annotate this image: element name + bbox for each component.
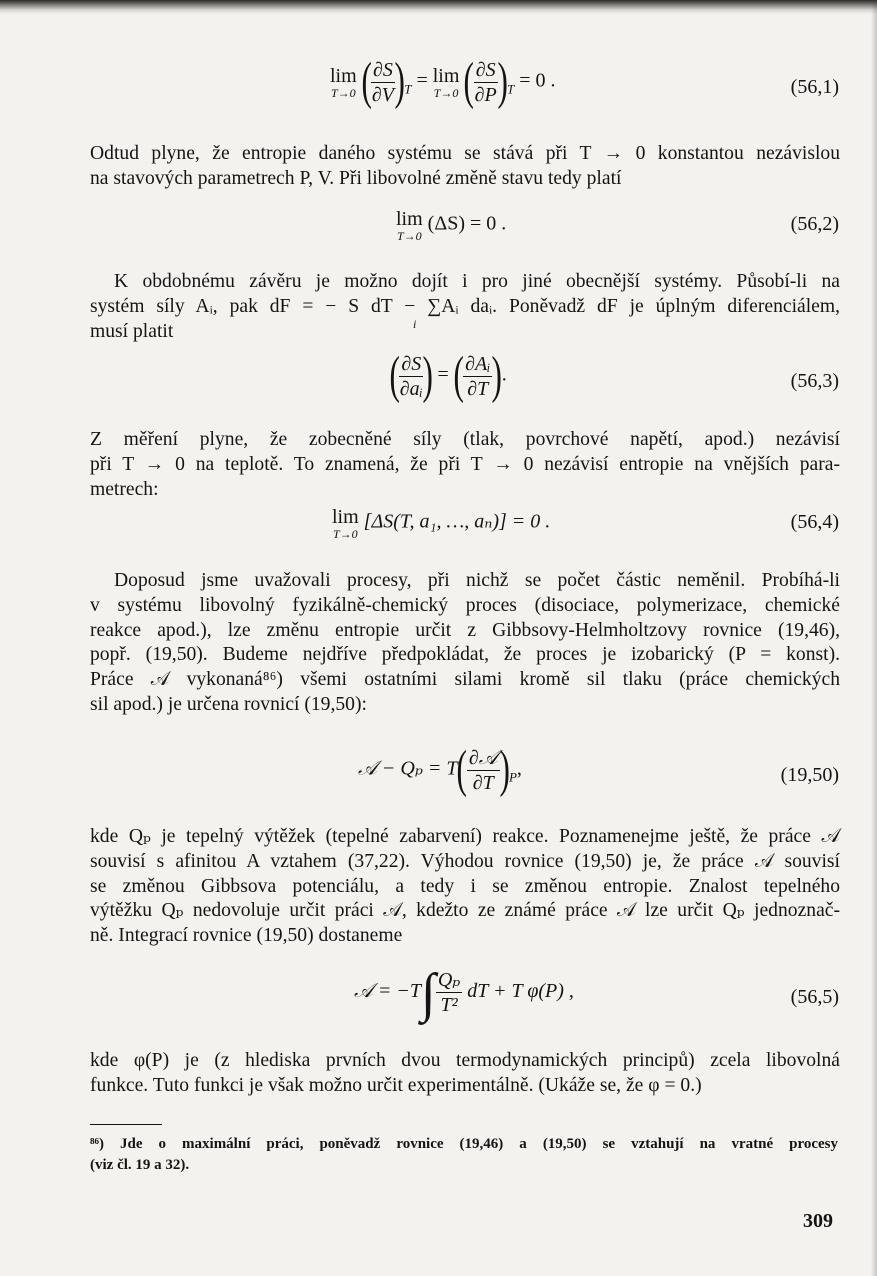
fraction: $\frac{\text{∂Aᵢ}}{\partial T}$ bbox=[465, 352, 491, 400]
limit-operator: lim T→0 bbox=[332, 506, 359, 541]
equation-number: (56,5) bbox=[790, 986, 839, 1008]
limit-operator: lim T→0 bbox=[432, 65, 460, 100]
limit-operator: lim T→0 bbox=[396, 208, 423, 243]
footnote-rule bbox=[90, 1124, 162, 1125]
integral-sign: ∫ bbox=[421, 962, 436, 1023]
fraction: $\frac{\text{Qₚ}}{\text{T²}}$ bbox=[437, 969, 461, 1016]
footnote: ⁸⁶) Jde o maximální práci, poněvadž rovnice (19,46) a (19,50) se vztahují na vratné procesy (viz čl. 19 a 32). bbox=[90, 1136, 838, 1173]
fraction: $\frac{\text{∂𝒜}}{\partial T}$ bbox=[468, 746, 498, 794]
scan-right-edge bbox=[871, 0, 877, 1276]
equation-19-50: 𝒜 − Qₚ = T( $\frac{\text{∂𝒜}}{\partial T}$ )$_P$, bbox=[358, 741, 522, 798]
paragraph: kde Qₚ je tepelný výtěžek (tepelné zabarvení) reakce. Poznamenejme ještě, že práce 𝒜 souvisí s afinitou A vztahem (37,22). Výhodou rovnice (19,50) je, že práce 𝒜 souvisí se změnou Gibbsova potenciálu, a tedy i se změnou entropie. Znalost tepelného výtěžku Qₚ nedovoluje určit práci 𝒜, kdežto ze známé práce 𝒜 lze určit Qₚ jednoznač- ně. Integrací rovnice (19,50) dostaneme bbox=[90, 826, 840, 947]
equation-56-1: lim T→0 ( $\frac{\partial S}{\partial V}$ )$_T$ = lim T→0 ( $\frac{\partial S}{\partial P}$ )$_T = 0$ . bbox=[330, 53, 556, 110]
equation-number: (56,3) bbox=[790, 370, 839, 392]
paragraph: Doposud jsme uvažovali procesy, při nichž se počet částic neměnil. Probíhá-li v systému libovolný fyzikálně-chemický proces (disociace, polymerizace, chemické reakce apod.), lze změnu entropie určit z Gibbsovy-Helmholtzovy rovnice (19,46), popř. (19,50). Budeme nejdříve předpokládat, že proces je izobarický (P = konst). Práce 𝒜 vykonaná⁸⁶) všemi ostatními silami kromě sil tlaku (práce chemických sil apod.) je určena rovnicí (19,50): bbox=[90, 570, 840, 715]
fraction: $\frac{\partial S}{\partial V}$ bbox=[371, 58, 394, 106]
page-number: 309 bbox=[803, 1210, 833, 1232]
paragraph: kde φ(P) je (z hlediska prvních dvou termodynamických principů) zcela libovolná funkce. Tuto funkci je však možno určit experimentálně. (Ukáže se, že φ = 0.) bbox=[90, 1050, 840, 1096]
limit-operator: lim T→0 bbox=[330, 65, 357, 100]
equation-number: (56,1) bbox=[790, 76, 839, 98]
equation-56-2: lim T→0 (ΔS) = 0 . bbox=[396, 208, 507, 243]
summation-index: i bbox=[413, 317, 417, 331]
paragraph: Z měření plyne, že zobecněné síly (tlak, povrchové napětí, apod.) nezávisí při T → 0 na teplotě. To znamená, že při T → 0 nezávisí entropie na vnějších para- metrech: bbox=[90, 429, 840, 500]
equation-56-3: ( $\frac{\partial S}{\text{∂aᵢ}}$ ) = ( $\frac{\text{∂Aᵢ}}{\partial T}$ ). bbox=[389, 347, 507, 404]
equation-number: (56,2) bbox=[790, 213, 839, 235]
fraction: $\frac{\partial S}{\text{∂aᵢ}}$ bbox=[399, 352, 423, 400]
paragraph: K obdobnému závěru je možno dojít i pro jiné obecnější systémy. Působí-li na systém síly Aᵢ, pak dF = − S dT − ∑Aᵢ daᵢ. Poněvadž dF je úplným diferenciálem, musí platit bbox=[90, 271, 840, 342]
equation-56-5: 𝒜 = −T∫ $\frac{\text{Qₚ}}{\text{T²}}$ dT + T φ(P) , bbox=[354, 962, 574, 1023]
equation-number: (19,50) bbox=[780, 764, 839, 786]
equation-56-4: lim T→0 [ΔS(T, a₁, …, aₙ)] = 0 . bbox=[332, 506, 551, 541]
scan-top-edge bbox=[0, 0, 877, 14]
fraction: $\frac{\partial S}{\partial P}$ bbox=[474, 58, 497, 106]
equation-number: (56,4) bbox=[790, 511, 839, 533]
paragraph: Odtud plyne, že entropie daného systému se stává při T → 0 konstantou nezávislou na stavových parametrech P, V. Při libovolné změně stavu tedy platí bbox=[90, 143, 840, 189]
